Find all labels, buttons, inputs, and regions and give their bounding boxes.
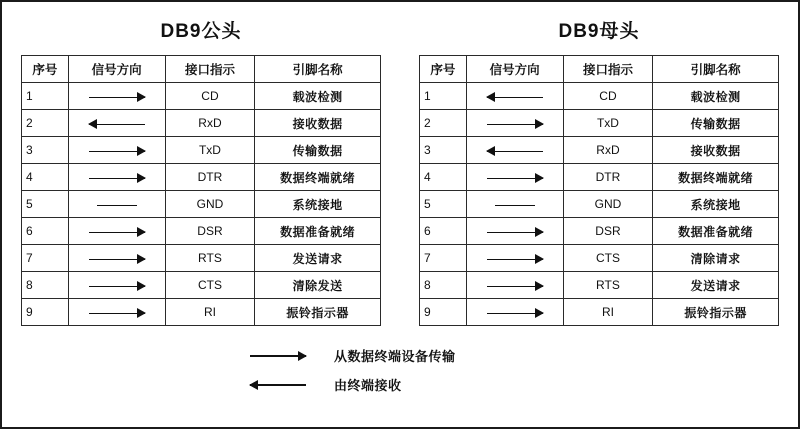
cell-pinname: 清除发送 (255, 272, 381, 299)
cell-num: 9 (22, 299, 69, 326)
cell-signal: CD (165, 83, 255, 110)
cell-pinname: 发送请求 (255, 245, 381, 272)
cell-signal: RI (165, 299, 255, 326)
table-header-row (22, 56, 381, 83)
table-row (420, 164, 779, 191)
cell-direction (68, 191, 165, 218)
table-row (420, 245, 779, 272)
arrow-left-icon (487, 146, 543, 156)
cell-pinname: 传输数据 (255, 137, 381, 164)
pin-table-male (21, 55, 381, 326)
cell-signal: DSR (563, 218, 653, 245)
column-header-pinname: 引脚名称 (255, 56, 381, 83)
legend (2, 346, 798, 394)
cell-pinname: 载波检测 (653, 83, 779, 110)
cell-num: 5 (420, 191, 467, 218)
cell-pinname: 振铃指示器 (255, 299, 381, 326)
cell-direction (466, 245, 563, 272)
cell-signal: CTS (563, 245, 653, 272)
cell-direction (68, 245, 165, 272)
arrow-right-icon (487, 227, 543, 237)
table-row (22, 299, 381, 326)
cell-num: 1 (420, 83, 467, 110)
cell-num: 3 (420, 137, 467, 164)
cell-signal: DSR (165, 218, 255, 245)
column-header-direction: 信号方向 (68, 56, 165, 83)
column-header-num: 序号 (22, 56, 69, 83)
cell-num: 7 (22, 245, 69, 272)
cell-signal: RI (563, 299, 653, 326)
table-row (22, 83, 381, 110)
legend-label-transmit: 从数据终端设备传输 (334, 349, 456, 364)
cell-pinname: 载波检测 (255, 83, 381, 110)
cell-direction (466, 272, 563, 299)
table-row (420, 218, 779, 245)
arrow-right-icon (487, 119, 543, 129)
cell-signal: GND (563, 191, 653, 218)
cell-num: 2 (420, 110, 467, 137)
table-row (22, 110, 381, 137)
column-header-pinname: 引脚名称 (653, 56, 779, 83)
arrow-right-icon (487, 281, 543, 291)
cell-pinname: 数据终端就绪 (653, 164, 779, 191)
cell-signal: GND (165, 191, 255, 218)
panel-db9-male (21, 12, 381, 326)
table-row (420, 272, 779, 299)
cell-direction (68, 110, 165, 137)
legend-label-receive: 由终端接收 (334, 378, 402, 393)
table-row (22, 245, 381, 272)
table-row (420, 137, 779, 164)
cell-direction (466, 83, 563, 110)
cell-num: 4 (22, 164, 69, 191)
legend-arrow-left-icon (250, 376, 320, 394)
pin-table-female (419, 55, 779, 326)
cell-num: 7 (420, 245, 467, 272)
cell-signal: RTS (563, 272, 653, 299)
cell-direction (68, 164, 165, 191)
table-row (420, 299, 779, 326)
cell-direction (68, 137, 165, 164)
cell-pinname: 振铃指示器 (653, 299, 779, 326)
column-header-num: 序号 (420, 56, 467, 83)
cell-pinname: 数据准备就绪 (653, 218, 779, 245)
cell-num: 9 (420, 299, 467, 326)
arrow-right-icon (89, 146, 145, 156)
arrow-right-icon (89, 254, 145, 264)
table-row (22, 137, 381, 164)
line-icon (487, 200, 543, 210)
table-row (420, 83, 779, 110)
arrow-right-icon (89, 308, 145, 318)
cell-direction (466, 164, 563, 191)
table-row (22, 272, 381, 299)
column-header-direction: 信号方向 (466, 56, 563, 83)
column-header-signal: 接口指示 (563, 56, 653, 83)
cell-pinname: 清除请求 (653, 245, 779, 272)
cell-signal: TxD (563, 110, 653, 137)
cell-signal: DTR (563, 164, 653, 191)
cell-signal: DTR (165, 164, 255, 191)
panel-db9-female (419, 12, 779, 326)
cell-num: 5 (22, 191, 69, 218)
table-row (22, 218, 381, 245)
table-row (22, 164, 381, 191)
legend-row-transmit (250, 346, 550, 365)
panel-title-female: DB9母头 (558, 21, 640, 42)
legend-row-receive (250, 375, 550, 394)
arrow-right-icon (487, 173, 543, 183)
legend-arrow-right-icon (250, 347, 320, 365)
cell-signal: CTS (165, 272, 255, 299)
panel-title-male: DB9公头 (160, 21, 242, 42)
cell-pinname: 数据准备就绪 (255, 218, 381, 245)
cell-num: 4 (420, 164, 467, 191)
cell-pinname: 传输数据 (653, 110, 779, 137)
arrow-right-icon (487, 308, 543, 318)
cell-num: 8 (420, 272, 467, 299)
cell-direction (68, 218, 165, 245)
arrow-right-icon (89, 227, 145, 237)
column-header-signal: 接口指示 (165, 56, 255, 83)
cell-direction (68, 83, 165, 110)
table-row (420, 191, 779, 218)
cell-num: 2 (22, 110, 69, 137)
cell-pinname: 系统接地 (255, 191, 381, 218)
cell-pinname: 接收数据 (255, 110, 381, 137)
arrow-left-icon (89, 119, 145, 129)
arrow-right-icon (89, 92, 145, 102)
cell-direction (466, 299, 563, 326)
cell-num: 6 (420, 218, 467, 245)
cell-num: 8 (22, 272, 69, 299)
cell-direction (466, 110, 563, 137)
cell-signal: CD (563, 83, 653, 110)
cell-pinname: 数据终端就绪 (255, 164, 381, 191)
cell-pinname: 接收数据 (653, 137, 779, 164)
cell-direction (466, 137, 563, 164)
cell-direction (466, 191, 563, 218)
table-row (420, 110, 779, 137)
arrow-right-icon (487, 254, 543, 264)
cell-num: 3 (22, 137, 69, 164)
cell-direction (466, 218, 563, 245)
cell-direction (68, 272, 165, 299)
cell-signal: RTS (165, 245, 255, 272)
line-icon (89, 200, 145, 210)
cell-signal: TxD (165, 137, 255, 164)
cell-pinname: 系统接地 (653, 191, 779, 218)
arrow-right-icon (89, 281, 145, 291)
table-header-row (420, 56, 779, 83)
table-row (22, 191, 381, 218)
cell-signal: RxD (563, 137, 653, 164)
arrow-right-icon (89, 173, 145, 183)
arrow-left-icon (487, 92, 543, 102)
tables-container (2, 2, 798, 326)
cell-signal: RxD (165, 110, 255, 137)
cell-direction (68, 299, 165, 326)
cell-num: 6 (22, 218, 69, 245)
cell-pinname: 发送请求 (653, 272, 779, 299)
cell-num: 1 (22, 83, 69, 110)
